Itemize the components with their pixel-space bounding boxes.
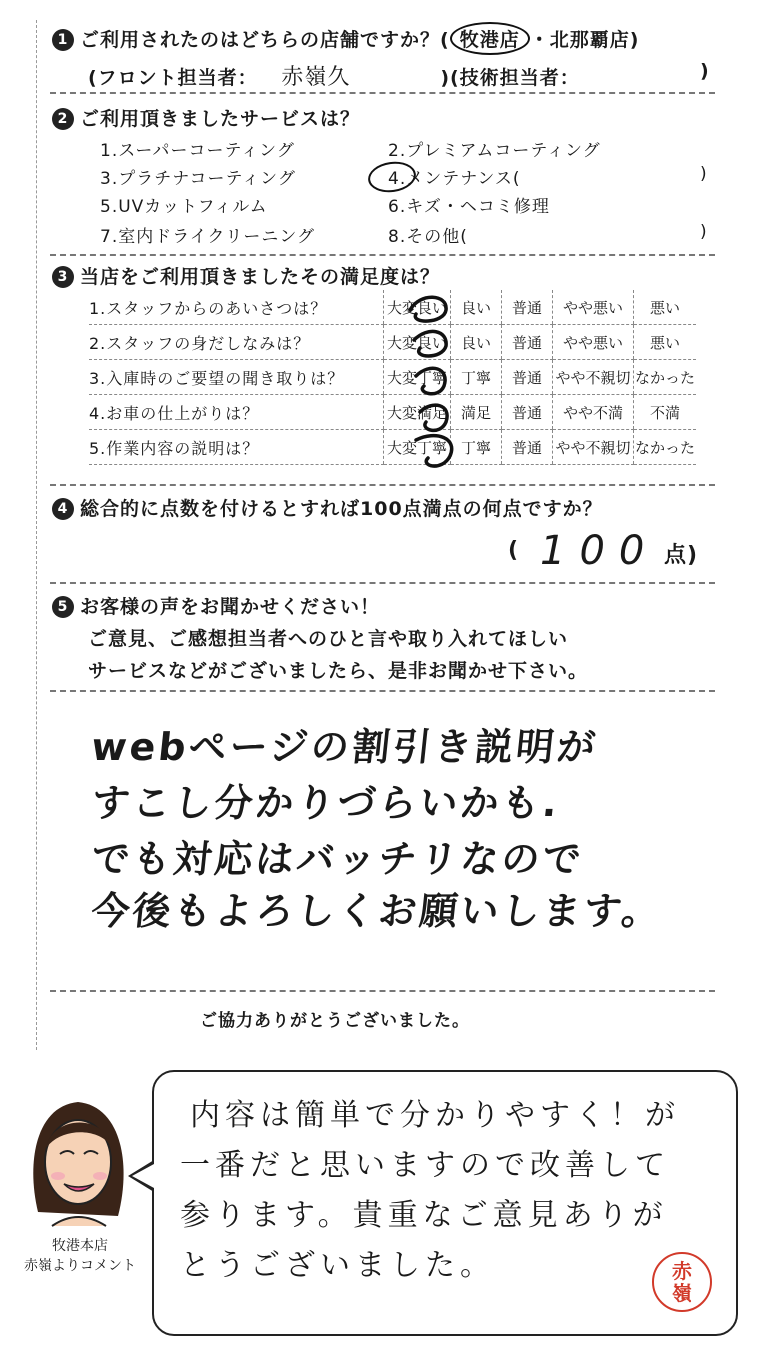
q1-text: ご利用されたのはどちらの店舗ですか？ (80, 29, 441, 51)
sat-choice[interactable]: 大変丁寧 (384, 360, 451, 395)
reply-line-1: 内容は簡単で分かりやすく！が (190, 1098, 680, 1133)
q1-store-a[interactable]: 牧港店 (450, 22, 530, 55)
sat-choice[interactable]: なかった (634, 360, 697, 395)
q4-score-unit: 点) (664, 543, 699, 568)
sat-row-label: 3.入庫時のご要望の聞き取りは？ (89, 360, 384, 395)
sat-row-label: 1.スタッフからのあいさつは？ (89, 290, 384, 325)
reply-line-2: 一番だと思いますので改善して (180, 1148, 670, 1183)
reply-line-3: 参ります。貴重なご意見ありが (180, 1198, 668, 1233)
sat-choice[interactable]: やや不親切 (553, 430, 634, 465)
comment-line-2: すこし分かりづらいかも. (89, 781, 563, 825)
sat-choice[interactable]: やや悪い (553, 290, 634, 325)
sat-choice[interactable]: 大変丁寧 (384, 430, 451, 465)
divider (50, 990, 715, 992)
sat-choice[interactable]: 丁寧 (451, 360, 502, 395)
q3-text: 当店をご利用頂きましたその満足度は？ (80, 266, 441, 288)
sat-choice[interactable]: 大変満足 (384, 395, 451, 430)
sat-choice[interactable]: やや悪い (553, 325, 634, 360)
front-staff-close: ) (440, 67, 451, 89)
sat-row-label: 2.スタッフの身だしなみは？ (89, 325, 384, 360)
q1-open-paren: ( (440, 29, 450, 51)
service-option-8-close: ) (700, 222, 708, 242)
left-edge-line (36, 20, 37, 1050)
sat-row-label: 4.お車の仕上がりは？ (89, 395, 384, 430)
sat-choice[interactable]: 大変良い (384, 325, 451, 360)
bubble-tail-fill (132, 1164, 154, 1188)
sat-choice[interactable]: なかった (634, 430, 697, 465)
selection-scribble (380, 290, 470, 480)
service-option-2[interactable]: 2.プレミアムコーティング (388, 141, 601, 161)
divider (50, 582, 715, 584)
q4-score-value[interactable]: 100 (540, 528, 659, 574)
staff-avatar (22, 1092, 134, 1232)
q5-question (52, 592, 380, 619)
q2-text: ご利用頂きましたサービスは？ (80, 108, 361, 130)
sat-choice[interactable]: 普通 (502, 290, 553, 325)
q5-number: 5 (52, 596, 74, 618)
divider (50, 484, 715, 486)
service-option-1[interactable]: 1.スーパーコーティング (100, 141, 295, 161)
sat-choice[interactable]: 普通 (502, 395, 553, 430)
q1-staff-row (88, 60, 580, 91)
service-option-3[interactable]: 3.プラチナコーティング (100, 169, 296, 189)
q3-question (52, 262, 440, 289)
seal-char-2: 嶺 (672, 1281, 692, 1305)
comment-line-4: 今後もよろしくお願いします。 (89, 889, 665, 933)
sat-choice[interactable]: やや不親切 (553, 360, 634, 395)
divider (50, 92, 715, 94)
sat-choice[interactable]: 悪い (634, 290, 697, 325)
service-option-4[interactable]: 4.メンテナンス( (388, 169, 521, 189)
comment-line-1: webページの割引き説明が (89, 725, 601, 769)
q1-separator: ・ (529, 29, 550, 51)
q4-text: 総合的に点数を付けるとすれば100点満点の何点ですか？ (80, 498, 603, 520)
tech-staff-close: ) (700, 60, 710, 82)
avatar-caption-1: 牧港本店 (52, 1238, 108, 1254)
q3-number: 3 (52, 266, 74, 288)
q2-number: 2 (52, 108, 74, 130)
reply-line-4: とうございました。 (180, 1248, 495, 1283)
sat-choice[interactable]: 満足 (451, 395, 502, 430)
sat-choice[interactable]: 不満 (634, 395, 697, 430)
tech-staff-label: (技術担当者： (450, 67, 580, 89)
sat-row-label: 5.作業内容の説明は？ (89, 430, 384, 465)
divider (50, 254, 715, 256)
sat-choice[interactable]: 良い (451, 325, 502, 360)
divider (50, 690, 715, 692)
service-option-5[interactable]: 5.UVカットフィルム (100, 197, 268, 217)
sat-choice[interactable]: やや不満 (553, 395, 634, 430)
q4-question (52, 494, 603, 521)
q5-text: お客様の声をお聞かせください！ (80, 596, 381, 618)
q1-close-paren: ) (629, 29, 640, 51)
q2-question (52, 104, 360, 131)
service-option-8[interactable]: 8.その他( (388, 227, 468, 247)
front-staff-value[interactable]: 赤嶺久 (281, 65, 351, 90)
sat-choice[interactable]: 普通 (502, 325, 553, 360)
seal-char-1: 赤 (672, 1259, 692, 1283)
sat-choice[interactable]: 普通 (502, 430, 553, 465)
front-staff-label: (フロント担当者： (88, 67, 258, 89)
name-seal-stamp (652, 1252, 712, 1312)
comment-line-3: でも対応はバッチリなので (89, 837, 586, 881)
q1-question (52, 22, 639, 55)
service-option-4-close: ) (700, 164, 708, 184)
sat-choice[interactable]: 大変良い (384, 290, 451, 325)
q4-number: 4 (52, 498, 74, 520)
sat-choice[interactable]: 良い (451, 290, 502, 325)
q5-subtext-1: ご意見、ご感想担当者へのひと言や取り入れてほしい (88, 628, 569, 650)
q1-number: 1 (52, 29, 74, 51)
service-option-7[interactable]: 7.室内ドライクリーニング (100, 227, 316, 247)
service-option-6[interactable]: 6.キズ・ヘコミ修理 (388, 197, 550, 217)
q1-store-b[interactable]: 北那覇店 (549, 29, 630, 51)
sat-choice[interactable]: 普通 (502, 360, 553, 395)
sat-choice[interactable]: 丁寧 (451, 430, 502, 465)
q5-subtext-2: サービスなどがございましたら、是非お聞かせ下さい。 (88, 660, 589, 682)
avatar-caption-2: 赤嶺よりコメント (24, 1258, 136, 1274)
thanks-text: ご協力ありがとうございました。 (200, 1011, 470, 1031)
sat-choice[interactable]: 悪い (634, 325, 697, 360)
q4-score-open: ( (508, 538, 520, 563)
